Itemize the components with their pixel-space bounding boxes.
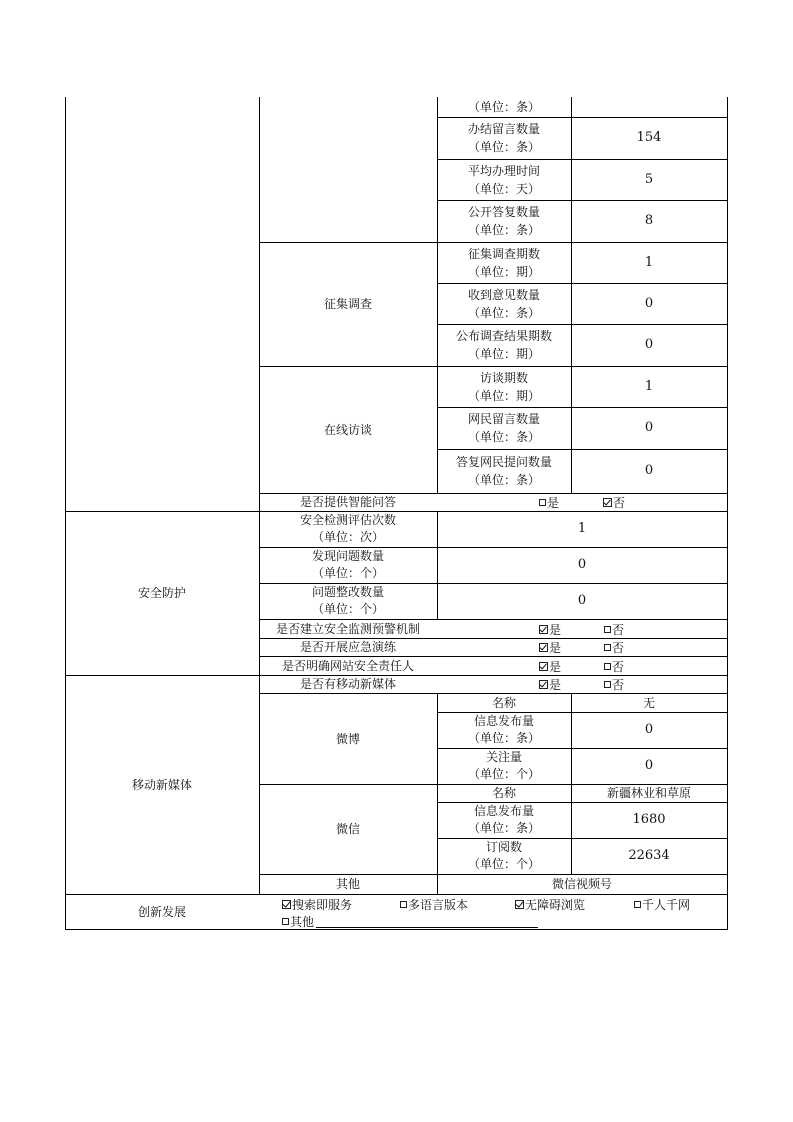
value-text: 1 [577,521,587,536]
option-no[interactable] [604,676,624,693]
innovation-other-row [282,912,538,930]
row-label-text: 关注量 [485,750,522,764]
row-value [571,449,727,493]
option-text: 是 [549,659,562,674]
checkbox-empty-icon [604,681,611,688]
group-label-text: 创新发展 [137,904,186,919]
smart-qa-label [259,493,437,511]
group-label-media [65,675,259,894]
option-yes[interactable] [539,621,561,638]
row-label-text: 名称 [491,786,516,800]
value-text: 0 [644,463,654,478]
checkbox-checked-icon [539,662,548,671]
row-label-text: 是否有移动新媒体 [299,677,396,691]
row-label-text: 答复网民提问数量 [455,455,552,469]
row-value [571,283,727,324]
value-text: 0 [577,557,587,572]
option-no[interactable] [604,621,624,638]
row-label-text: 公开答复数量 [467,205,540,219]
row-unit-text: （单位：个） [467,857,540,871]
row-label [437,97,571,117]
row-value [571,748,727,784]
row-value [571,159,727,200]
row-label [437,802,571,838]
option-other[interactable] [282,913,314,930]
smart-qa-options [539,493,625,511]
check-options [539,620,624,638]
row-label-text: 安全检测评估次数 [299,513,396,527]
row-unit-text: （单位：条） [467,305,540,320]
checkbox-empty-icon [400,901,407,908]
row-label [259,656,437,675]
option-text: 搜索即服务 [292,897,353,912]
value-text: 1 [644,254,654,270]
border-right [727,97,728,930]
row-label-text: 网民留言数量 [467,412,540,426]
row-label [437,366,571,407]
option-no[interactable] [604,639,624,656]
option-text: 是 [547,495,560,510]
row-label-text: 办结留言数量 [467,122,540,136]
option-text: 是 [549,640,562,655]
option-text: 多语言版本 [408,897,469,912]
row-value [571,693,727,712]
row-value [571,366,727,407]
row-unit-text: （单位：次） [311,530,384,544]
row-unit-text: （单位：个） [311,602,384,616]
option-accessible[interactable] [515,896,634,913]
option-text: 否 [613,495,626,510]
option-yes[interactable] [539,639,561,656]
row-value [571,117,727,159]
value-text: 0 [644,420,654,435]
value-text: 1 [644,378,654,394]
checkbox-checked-icon [539,680,548,689]
row-label [437,712,571,748]
row-label-text: 是否明确网站安全责任人 [281,658,414,673]
value-text: 0 [644,295,654,311]
smart-qa-no[interactable] [603,494,625,511]
checkbox-checked-icon [539,625,548,634]
row-label-text: 征集调查期数 [467,246,540,261]
other-fill-line[interactable] [316,915,538,928]
check-options [539,675,624,693]
row-unit-text: （单位：条） [467,430,540,444]
checkbox-checked-icon [603,498,612,507]
option-personalized[interactable] [634,896,690,913]
row-label-text: 问题整改数量 [311,585,384,599]
group-label-text: 移动新媒体 [131,777,192,792]
group-label-text: 微信 [335,822,360,836]
option-text: 是 [549,622,562,637]
row-label-text: 发现问题数量 [311,549,384,563]
option-text: 否 [612,677,625,692]
value-text: 0 [644,758,654,773]
row-label-text: 是否开展应急演练 [299,640,396,654]
row-unit-text: （单位：条） [467,223,540,237]
value-text: 154 [636,130,662,145]
option-text: 无障碍浏览 [525,897,586,912]
value-text: 1680 [632,812,666,827]
row-label [259,675,437,693]
check-options [539,638,624,656]
row-label [259,547,437,583]
row-label-text: 信息发布量 [473,714,534,728]
option-text: 否 [612,659,625,674]
row-label [259,583,437,619]
row-value [571,200,727,242]
row-value [571,407,727,449]
row-unit-text: （单位：天） [467,181,540,196]
row-label-text: 是否提供智能问答 [299,495,396,509]
option-text: 千人千网 [642,897,691,912]
row-unit-text: （单位：期） [467,264,540,279]
group-label-survey [259,242,437,366]
row-value [437,511,727,547]
row-value [571,324,727,366]
checkbox-checked-icon [539,643,548,652]
value-text: 新疆林业和草原 [606,786,691,800]
row-unit-text: （单位：个） [467,767,540,781]
group-label-text: 微博 [335,731,360,746]
row-label-text: （单位：条） [467,100,540,114]
option-text: 否 [612,640,625,655]
row-label-text: 公布调查结果期数 [455,329,552,343]
row-label [437,159,571,200]
row-unit-text: （单位：条） [467,473,540,487]
group-label-innovation [65,894,259,929]
row-label [437,324,571,366]
option-text: 否 [612,622,625,637]
checkbox-empty-icon [634,901,641,908]
group-label-text: 征集调查 [323,297,372,311]
option-yes[interactable] [539,658,561,675]
row-unit-text: （单位：期） [467,347,540,361]
row-value [437,547,727,583]
value-text: 微信视频号 [551,877,612,891]
row-label-text: 其他 [335,877,360,891]
row-label [259,619,437,638]
value-text: 0 [644,722,654,737]
row-label [259,511,437,547]
checkbox-checked-icon [282,900,291,909]
innovation-options-row [282,895,690,913]
value-text: 0 [577,593,587,608]
checkbox-empty-icon [604,626,611,633]
row-value [571,712,727,748]
row-unit-text: （单位：条） [467,140,540,154]
row-label-text: 平均办理时间 [467,163,540,178]
row-label [259,874,437,894]
value-text: 0 [644,337,654,352]
group-label-wechat [259,784,437,874]
row-label [437,242,571,283]
value-text: 5 [644,171,654,187]
row-label-text: 订阅数 [485,840,522,854]
option-yes[interactable] [539,676,561,693]
checkbox-checked-icon [515,900,524,909]
row-unit-text: （单位：条） [467,731,540,745]
row-label [437,784,571,802]
option-multilingual[interactable] [400,896,515,913]
smart-qa-yes[interactable] [539,494,559,511]
row-label-text: 是否建立安全监测预警机制 [275,621,420,636]
value-text: 22634 [628,848,670,863]
group-label-security [65,511,259,675]
checkbox-empty-icon [282,918,289,925]
checkbox-empty-icon [604,644,611,651]
row-unit-text: （单位：期） [467,388,540,403]
row-label [437,117,571,159]
row-label [437,748,571,784]
group-label-interview [259,366,437,493]
option-no[interactable] [604,658,624,675]
check-options [539,657,624,675]
row-value [571,242,727,283]
option-text: 其他 [290,914,315,929]
row-label [437,693,571,712]
row-value [571,802,727,838]
row-value [437,583,727,619]
row-label-text: 信息发布量 [473,804,534,818]
row-unit-text: （单位：条） [467,821,540,835]
row-value [571,784,727,802]
option-text: 是 [549,677,562,692]
row-label [259,638,437,656]
row-unit-text: （单位：个） [311,566,384,580]
value-text: 无 [642,695,655,710]
group-label-text: 在线访谈 [323,422,372,437]
row-label [437,200,571,242]
option-search-service[interactable] [282,896,400,913]
row-label [437,838,571,874]
group-label-weibo [259,693,437,784]
value-text: 8 [644,213,654,228]
row-label [437,407,571,449]
row-label-text: 名称 [491,695,516,710]
row-label-text: 收到意见数量 [467,287,540,302]
checkbox-empty-icon [539,499,546,506]
row-value [437,874,727,894]
checkbox-empty-icon [604,663,611,670]
row-label-text: 访谈期数 [479,370,528,385]
row-label [437,283,571,324]
row-value [571,838,727,874]
row-label [437,449,571,493]
group-label-text: 安全防护 [137,586,186,600]
